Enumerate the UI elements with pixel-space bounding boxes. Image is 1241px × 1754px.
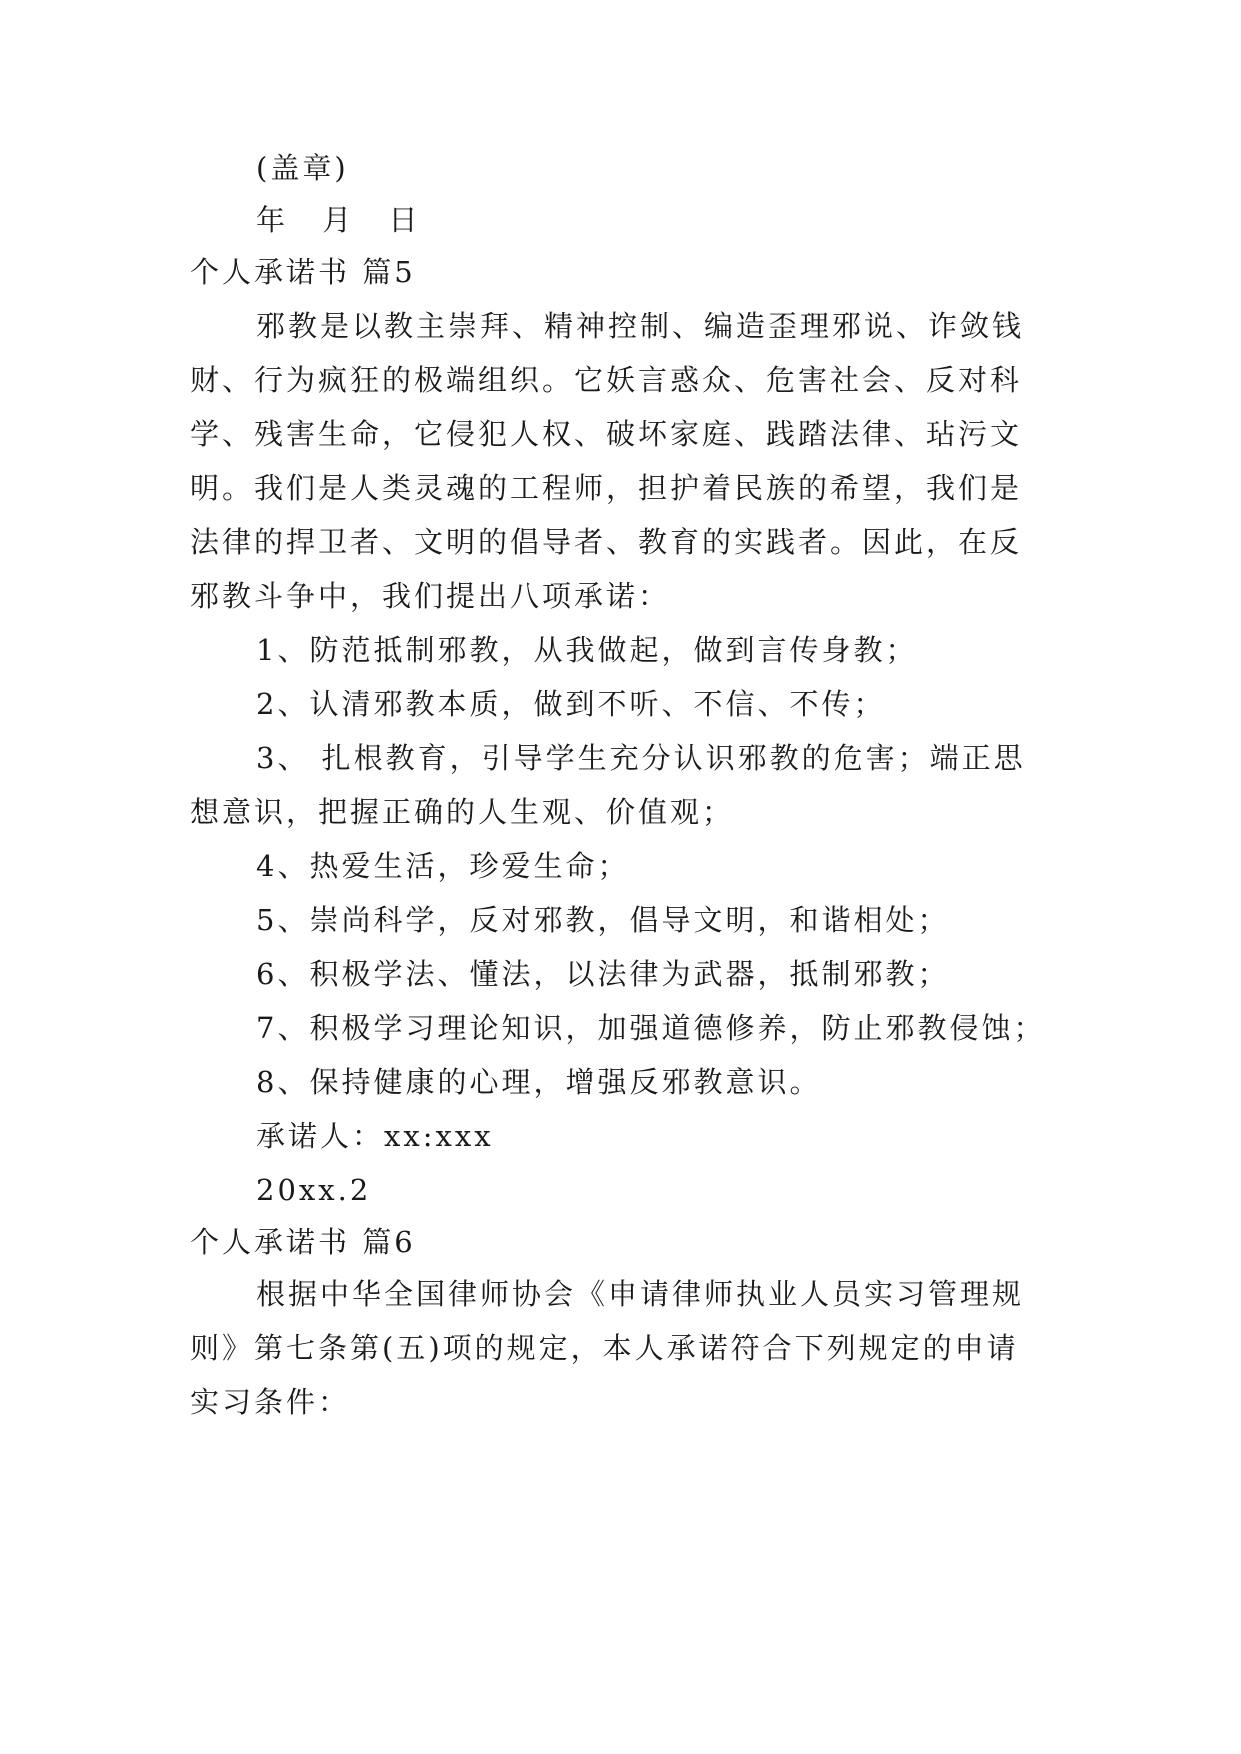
pledge-item-4: 4、热爱生活，珍爱生命； <box>256 849 630 883</box>
para-5-line-5: 法律的捍卫者、文明的倡导者、教育的实践者。因此，在反 <box>190 525 1023 559</box>
date-year: 年 <box>256 203 289 237</box>
pledge-item-3: 3、 扎根教育，引导学生充分认识邪教的危害；端正思 <box>256 741 1026 775</box>
para-6-line-1: 根据中华全国律师协会《申请律师执业人员实习管理规 <box>256 1277 1025 1311</box>
pledge-item-5: 5、崇尚科学，反对邪教，倡导文明，和谐相处； <box>256 903 950 937</box>
pledge-item-1: 1、防范抵制邪教，从我做起，做到言传身教； <box>256 633 918 667</box>
signer-line: 承诺人：xx:xxx <box>256 1119 494 1153</box>
sign-date: 20xx.2 <box>256 1173 372 1207</box>
pledge-item-3-cont: 想意识，把握正确的人生观、价值观； <box>190 795 735 829</box>
date-line <box>256 191 1136 249</box>
section-heading-6: 个人承诺书 篇6 <box>190 1225 416 1259</box>
pledge-item-2: 2、认清邪教本质，做到不听、不信、不传； <box>256 687 886 721</box>
para-5-line-4: 明。我们是人类灵魂的工程师，担护着民族的希望，我们是 <box>190 471 1023 505</box>
section-heading-5: 个人承诺书 篇5 <box>190 255 416 289</box>
seal-text: (盖章) <box>256 151 349 185</box>
para-5-line-2: 财、行为疯狂的极端组织。它妖言惑众、危害社会、反对科 <box>190 363 1023 397</box>
para-5-line-3: 学、残害生命，它侵犯人权、破坏家庭、践踏法律、玷污文 <box>190 417 1023 451</box>
pledge-item-7: 7、积极学习理论知识，加强道德修养，防止邪教侵蚀； <box>256 1011 1046 1045</box>
date-month: 月 <box>322 203 355 237</box>
para-6-line-2: 则》第七条第(五)项的规定，本人承诺符合下列规定的申请 <box>190 1331 1019 1365</box>
pledge-item-8: 8、保持健康的心理，增强反邪教意识。 <box>256 1065 822 1099</box>
date-day: 日 <box>388 203 421 237</box>
pledge-item-6: 6、积极学法、懂法，以法律为武器，抵制邪教； <box>256 957 950 991</box>
para-6-line-3: 实习条件： <box>190 1385 351 1419</box>
para-5-line-6: 邪教斗争中，我们提出八项承诺： <box>190 579 671 613</box>
para-5-line-1: 邪教是以教主崇拜、精神控制、编造歪理邪说、诈敛钱 <box>256 309 1025 343</box>
